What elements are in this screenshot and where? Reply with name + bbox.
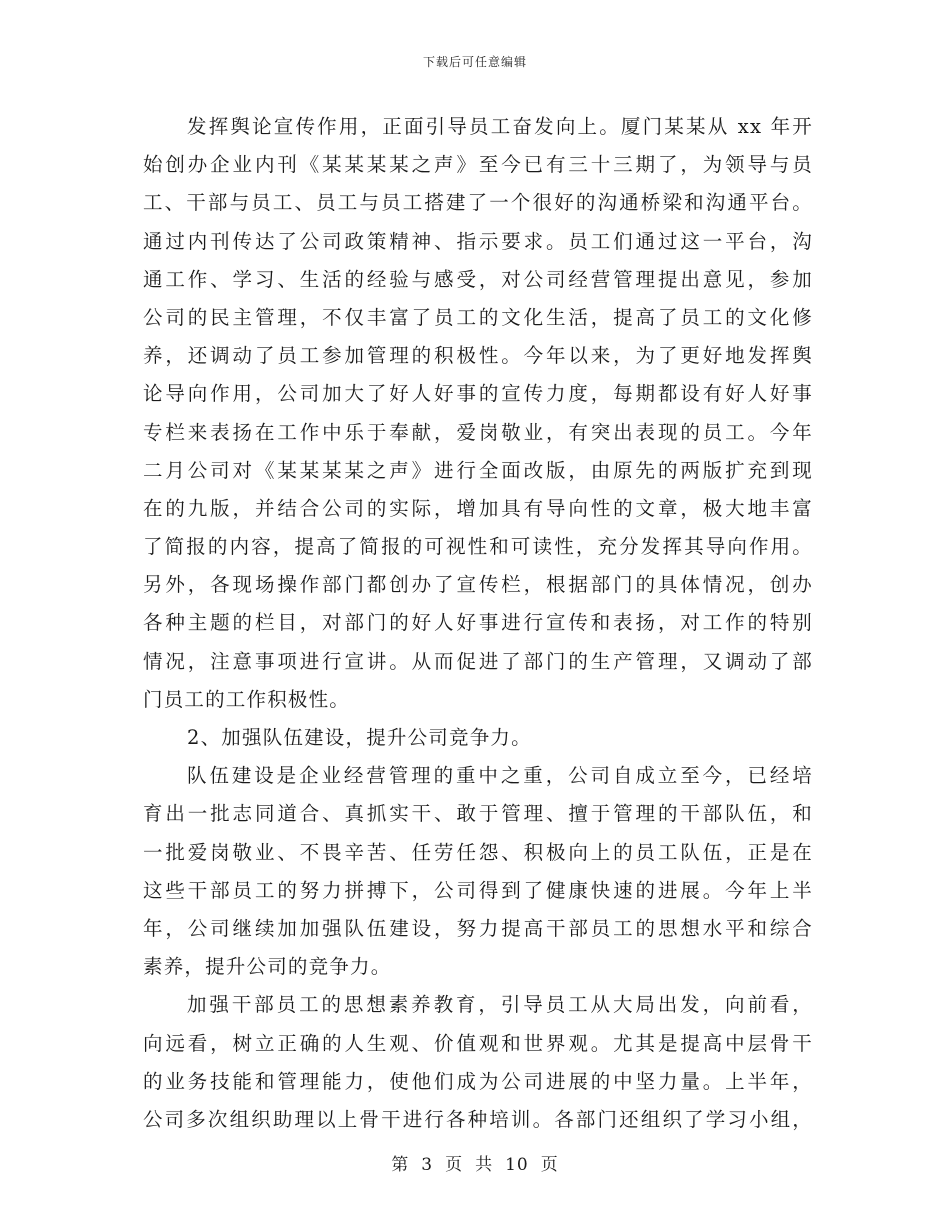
footer-ye: 页 (445, 1155, 464, 1175)
text-line: 公司多次组织助理以上骨干进行各种培训。各部门还组织了学习小组， (143, 1107, 813, 1131)
text-line: 情况，注意事项进行宣讲。从而促进了部门的生产管理，又调动了部 (143, 649, 813, 673)
page-footer (0, 1150, 950, 1175)
text-line: 的业务技能和管理能力，使他们成为公司进展的中坚力量。上半年， (143, 1069, 813, 1093)
footer-ye: 页 (540, 1155, 559, 1175)
text-line: 公司的民主管理，不仅丰富了员工的文化生活，提高了员工的文化修 (143, 305, 813, 329)
header-note: 下载后可任意编辑 (422, 55, 527, 69)
text-line: 论导向作用，公司加大了好人好事的宣传力度，每期都设有好人好事 (143, 382, 813, 406)
text-line: 这些干部员工的努力拼搏下，公司得到了健康快速的进展。今年上半 (143, 878, 813, 902)
total-pages: 10 (505, 1155, 529, 1175)
text-line: 育出一批志同道合、真抓实干、敢于管理、擅于管理的干部队伍，和 (143, 802, 813, 826)
text-line: 向远看，树立正确的人生观、价值观和世界观。尤其是提高中层骨干 (143, 1031, 813, 1055)
text-line: 通工作、学习、生活的经验与感受，对公司经营管理提出意见，参加 (143, 267, 813, 291)
text-line: 通过内刊传达了公司政策精神、指示要求。员工们通过这一平台，沟 (143, 229, 813, 253)
text-line: 门员工的工作积极性。 (143, 687, 351, 711)
text-line: 养，还调动了员工参加管理的积极性。今年以来，为了更好地发挥舆 (143, 344, 813, 368)
text-line: 年，公司继续加加强队伍建设，努力提高干部员工的思想水平和综合 (143, 916, 813, 940)
text-line: 发挥舆论宣传作用，正面引导员工奋发向上。厦门某某从 xx 年开 (187, 115, 813, 138)
footer-gong: 共 (475, 1155, 494, 1175)
text-line: 在的九版，并结合公司的实际，增加具有导向性的文章，极大地丰富 (143, 496, 813, 520)
text-line: 二月公司对《某某某某之声》进行全面改版，由原先的两版扩充到现 (143, 458, 813, 482)
text-line: 另外，各现场操作部门都创办了宣传栏，根据部门的具体情况，创办 (143, 573, 813, 597)
text-line: 素养，提升公司的竞争力。 (143, 955, 392, 979)
text-line: 各种主题的栏目，对部门的好人好事进行宣传和表扬，对工作的特别 (143, 611, 813, 635)
page-number: 3 (421, 1155, 434, 1175)
text-line: 工、干部与员工、员工与员工搭建了一个很好的沟通桥梁和沟通平台。 (143, 191, 813, 215)
text-line: 始创办企业内刊《某某某某之声》至今已有三十三期了，为领导与员 (143, 153, 813, 177)
text-line: 加强干部员工的思想素养教育，引导员工从大局出发，向前看， (187, 993, 813, 1017)
body-text (143, 108, 813, 1139)
text-line: 了简报的内容，提高了简报的可视性和可读性，充分发挥其导向作用。 (143, 535, 813, 559)
text-line: 一批爱岗敬业、不畏辛苦、任劳任怨、积极向上的员工队伍，正是在 (143, 840, 813, 864)
footer-di: 第 (391, 1155, 410, 1175)
text-line: 专栏来表扬在工作中乐于奉献，爱岗敬业，有突出表现的员工。今年 (143, 420, 813, 444)
section-heading: 2、加强队伍建设，提升公司竞争力。 (187, 726, 532, 749)
text-line: 队伍建设是企业经营管理的重中之重，公司自成立至今，已经培 (187, 764, 813, 788)
